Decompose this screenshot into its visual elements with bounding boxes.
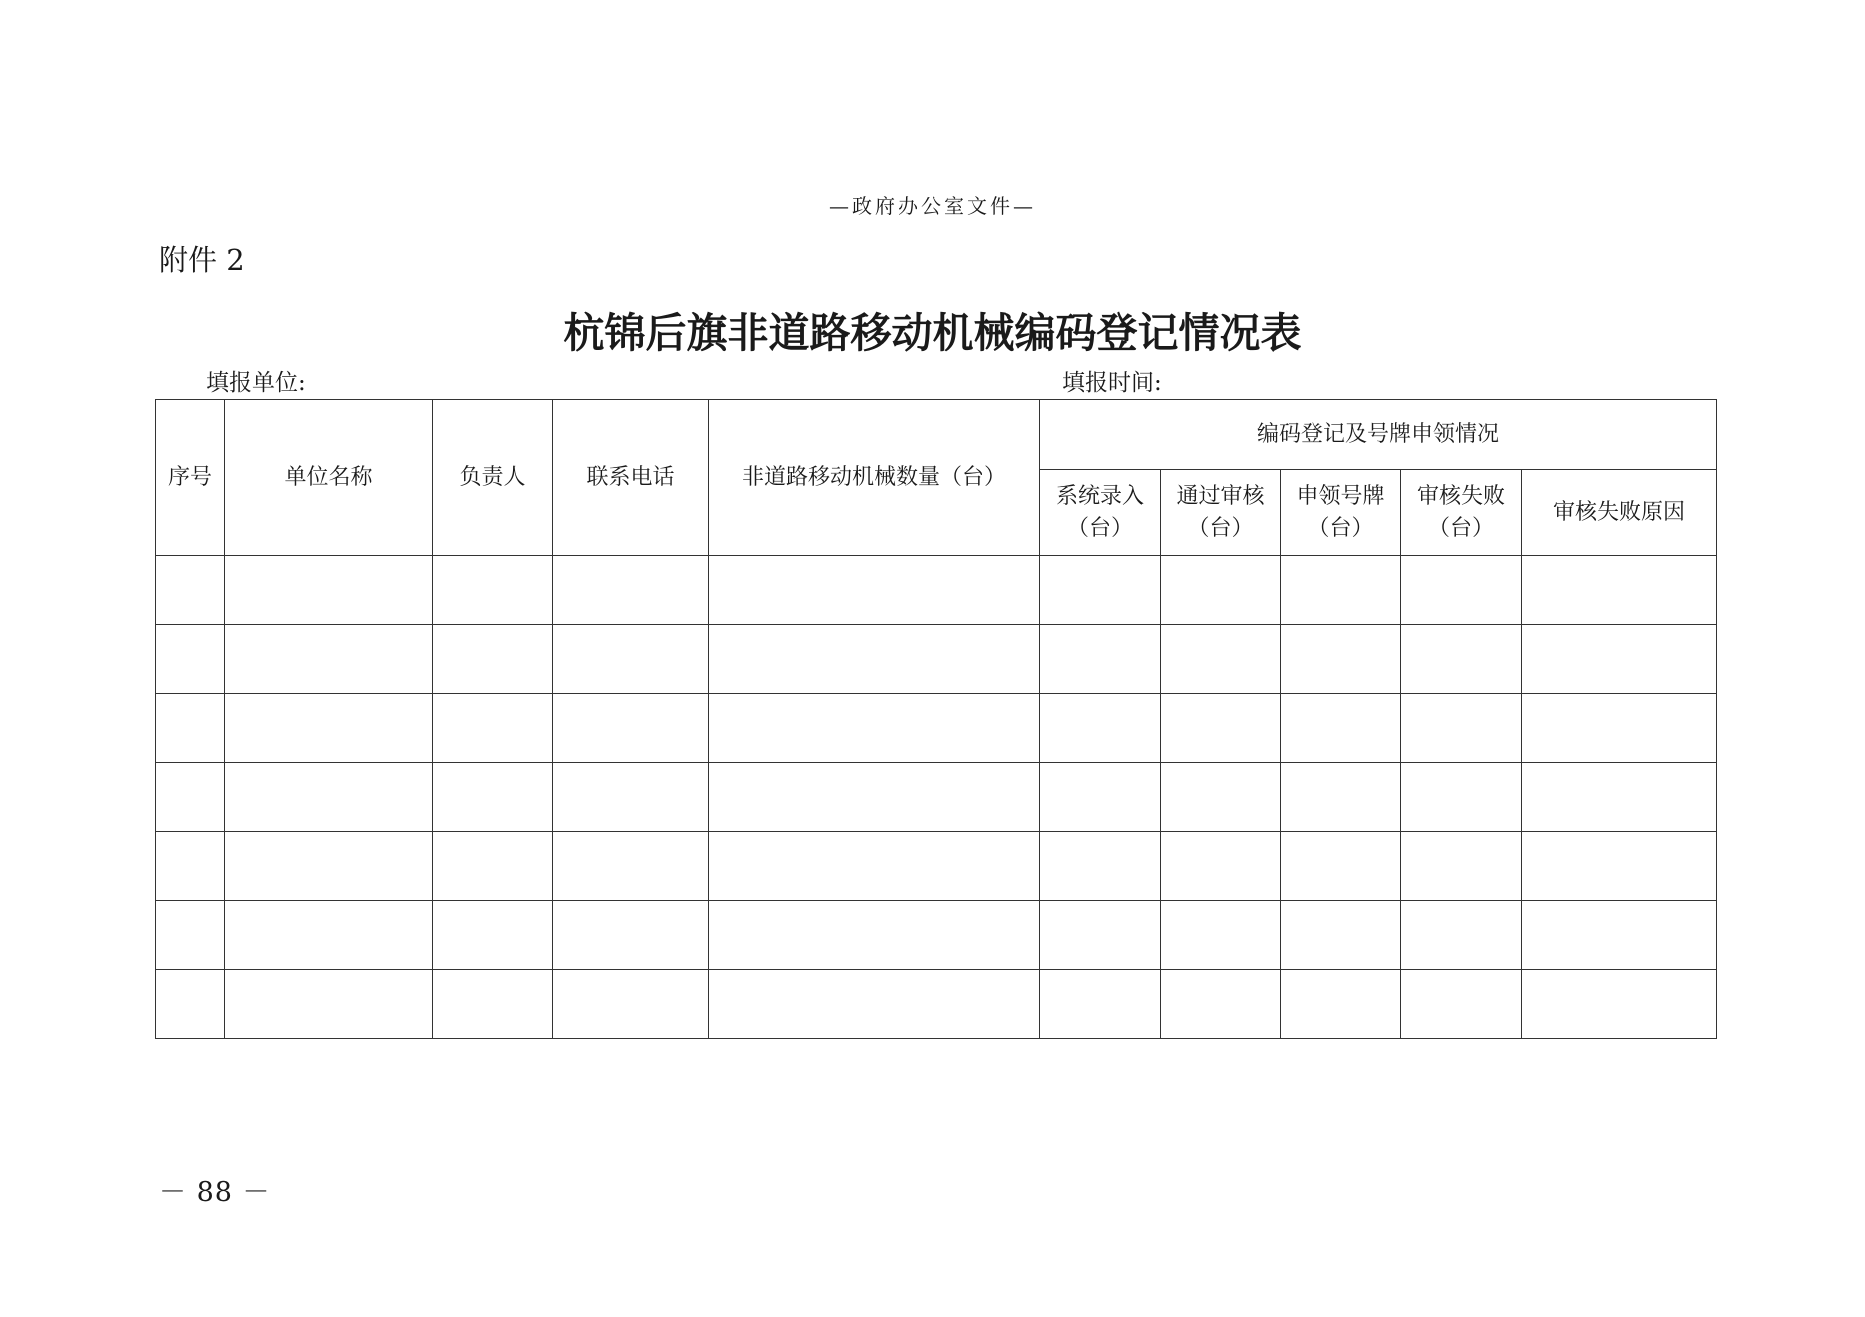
registration-table [155,399,1717,1039]
header-line1: 通过审核 [1176,483,1265,509]
table-cell[interactable] [1281,901,1401,970]
table-cell[interactable] [225,694,433,763]
table-cell[interactable] [433,694,553,763]
table-cell[interactable] [1161,970,1281,1039]
header-line2: （台） [1307,515,1374,541]
table-cell[interactable] [709,832,1040,901]
table-cell[interactable] [709,625,1040,694]
header-approved [1161,470,1281,556]
header-phone: 联系电话 [553,400,709,556]
table-cell[interactable] [1401,832,1522,901]
table-cell[interactable] [1401,901,1522,970]
table-cell[interactable] [1040,556,1161,625]
table-cell[interactable] [156,970,225,1039]
header-line1: 申领号牌 [1296,483,1385,509]
table-cell[interactable] [553,832,709,901]
table-row [156,556,1717,625]
header-plate-applied [1281,470,1401,556]
header-system-entry [1040,470,1161,556]
table-cell[interactable] [1281,625,1401,694]
table-cell[interactable] [709,763,1040,832]
table-cell[interactable] [1040,901,1161,970]
table-cell[interactable] [1040,694,1161,763]
table-cell[interactable] [1401,763,1522,832]
table-cell[interactable] [1040,832,1161,901]
table-cell[interactable] [553,694,709,763]
table-cell[interactable] [1401,970,1522,1039]
table-cell[interactable] [1281,970,1401,1039]
table-cell[interactable] [1161,694,1281,763]
header-person-in-charge: 负责人 [433,400,553,556]
table-cell[interactable] [1040,763,1161,832]
table-cell[interactable] [433,556,553,625]
header-line2: （台） [1066,515,1133,541]
fill-unit-label: 填报单位: [206,370,306,396]
table-cell[interactable] [553,556,709,625]
table-cell[interactable] [156,694,225,763]
table-cell[interactable] [1161,556,1281,625]
header-line1: 审核失败 [1416,483,1505,509]
table-cell[interactable] [1161,832,1281,901]
page-number: － 88 － [159,1177,271,1208]
header-unit-name: 单位名称 [225,400,433,556]
table-cell[interactable] [156,625,225,694]
header-seq: 序号 [156,400,225,556]
table-row [156,901,1717,970]
table-cell[interactable] [1401,625,1522,694]
table-cell[interactable] [1040,970,1161,1039]
table-cell[interactable] [709,556,1040,625]
table-row [156,832,1717,901]
table-cell[interactable] [433,625,553,694]
table-cell[interactable] [433,901,553,970]
table-cell[interactable] [1401,556,1522,625]
table-cell[interactable] [225,763,433,832]
table-cell[interactable] [1401,694,1522,763]
running-header: —政府办公室文件— [829,194,1036,218]
header-line2: （台） [1187,515,1254,541]
header-machinery-count: 非道路移动机械数量（台） [709,400,1040,556]
table-cell[interactable] [1522,625,1717,694]
table-cell[interactable] [553,625,709,694]
table-cell[interactable] [1281,763,1401,832]
table-cell[interactable] [156,556,225,625]
table-cell[interactable] [1522,763,1717,832]
table-cell[interactable] [1522,694,1717,763]
table-cell[interactable] [225,970,433,1039]
table-cell[interactable] [709,901,1040,970]
table-cell[interactable] [225,625,433,694]
table-cell[interactable] [1281,694,1401,763]
table-cell[interactable] [553,763,709,832]
table-cell[interactable] [1522,901,1717,970]
table-cell[interactable] [1281,556,1401,625]
table-cell[interactable] [553,970,709,1039]
table-cell[interactable] [433,832,553,901]
header-failure-reason: 审核失败原因 [1522,470,1717,556]
table-cell[interactable] [433,763,553,832]
table-cell[interactable] [156,832,225,901]
table-cell[interactable] [225,832,433,901]
table-cell[interactable] [225,556,433,625]
fill-time-label: 填报时间: [1062,370,1162,396]
header-group-registration: 编码登记及号牌申领情况 [1040,400,1717,470]
table-cell[interactable] [1161,763,1281,832]
table-cell[interactable] [433,970,553,1039]
table-row [156,694,1717,763]
table-cell[interactable] [1040,625,1161,694]
table-row [156,970,1717,1039]
table-cell[interactable] [709,694,1040,763]
table-cell[interactable] [1281,832,1401,901]
table-cell[interactable] [156,901,225,970]
table-row [156,625,1717,694]
attachment-label: 附件 2 [159,243,245,277]
table-cell[interactable] [156,763,225,832]
table-cell[interactable] [225,901,433,970]
header-line2: （台） [1427,515,1494,541]
page-title: 杭锦后旗非道路移动机械编码登记情况表 [563,309,1302,357]
table-cell[interactable] [1161,625,1281,694]
table-cell[interactable] [1522,556,1717,625]
header-review-failed [1401,470,1522,556]
header-line1: 系统录入 [1055,483,1144,509]
table-cell[interactable] [1161,901,1281,970]
table-cell[interactable] [709,970,1040,1039]
table-cell[interactable] [1522,832,1717,901]
table-cell[interactable] [553,901,709,970]
table-row [156,763,1717,832]
table-cell[interactable] [1522,970,1717,1039]
